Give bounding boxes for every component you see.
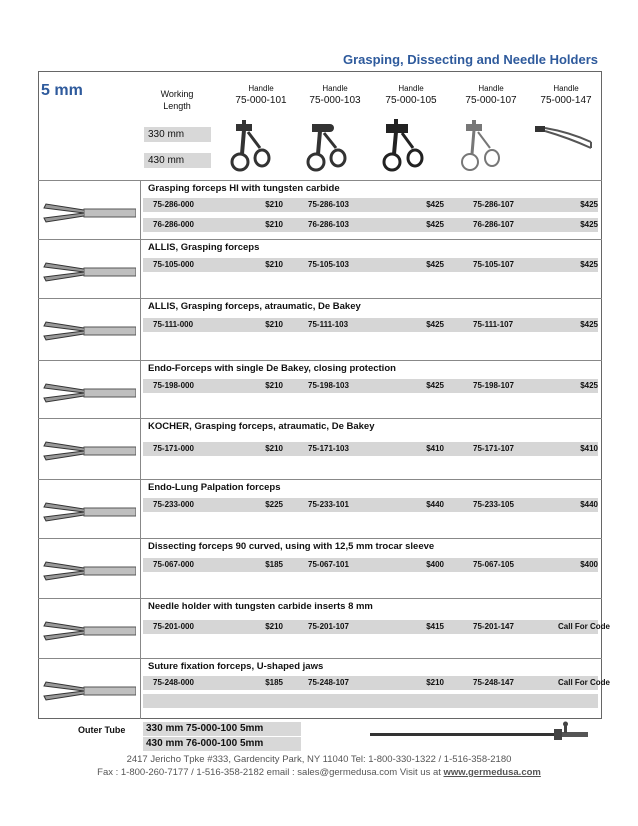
part-number: 75-067-101 bbox=[308, 560, 349, 569]
price: $425 bbox=[580, 381, 598, 390]
price: $425 bbox=[580, 260, 598, 269]
part-number: 75-248-107 bbox=[308, 678, 349, 687]
part-number: 75-198-103 bbox=[308, 381, 349, 390]
handle-label: Handle bbox=[398, 84, 424, 93]
price: $210 bbox=[265, 622, 283, 631]
pistol-handle-ratchet-icon bbox=[304, 118, 352, 173]
price: $425 bbox=[580, 200, 598, 209]
section-divider bbox=[38, 418, 602, 419]
part-number: 76-286-107 bbox=[473, 220, 514, 229]
section-title: Dissecting forceps 90 curved, using with 12,5 mm trocar sleeve bbox=[148, 541, 435, 552]
handle-code: 75-000-105 bbox=[385, 95, 437, 106]
price-row bbox=[143, 218, 598, 232]
part-number: 76-286-000 bbox=[153, 220, 194, 229]
part-number: 75-201-107 bbox=[308, 622, 349, 631]
lung-palpation-forceps-icon bbox=[40, 495, 136, 529]
part-number: 75-171-000 bbox=[153, 444, 194, 453]
handle-label: Handle bbox=[478, 84, 504, 93]
part-number: 75-198-107 bbox=[473, 381, 514, 390]
footer-contact-text: Fax : 1-800-260-7177 / 1-516-358-2182 email : sales@germedusa.com Visit us at bbox=[97, 767, 441, 778]
part-number: 75-198-000 bbox=[153, 381, 194, 390]
length-330: 330 mm bbox=[144, 127, 211, 142]
handle-header-101 bbox=[222, 84, 300, 106]
part-number: 75-111-000 bbox=[153, 320, 194, 329]
outer-tube-430: 430 mm 76-000-100 5mm bbox=[143, 737, 301, 751]
part-number: 76-286-103 bbox=[308, 220, 349, 229]
section-title: Endo-Lung Palpation forceps bbox=[148, 482, 281, 493]
handle-code: 75-000-147 bbox=[540, 95, 592, 106]
part-number: 75-233-105 bbox=[473, 500, 514, 509]
part-number: 75-171-107 bbox=[473, 444, 514, 453]
part-number: 75-201-000 bbox=[153, 622, 194, 631]
handle-code: 75-000-101 bbox=[235, 95, 287, 106]
pistol-handle-monopolar-icon bbox=[380, 118, 428, 173]
handle-code: 75-000-103 bbox=[309, 95, 361, 106]
page-title: Grasping, Dissecting and Needle Holders bbox=[342, 52, 598, 67]
handle-label: Handle bbox=[322, 84, 348, 93]
price: $210 bbox=[265, 200, 283, 209]
section-divider bbox=[38, 479, 602, 480]
price-row bbox=[143, 558, 598, 572]
handle-label: Handle bbox=[248, 84, 274, 93]
price-row bbox=[143, 379, 598, 393]
price: $210 bbox=[265, 320, 283, 329]
price-row bbox=[143, 198, 598, 212]
price: $425 bbox=[580, 320, 598, 329]
price-row bbox=[143, 258, 598, 272]
price: $425 bbox=[426, 260, 444, 269]
price: $400 bbox=[426, 560, 444, 569]
handle-label: Handle bbox=[553, 84, 579, 93]
pistol-handle-light-icon bbox=[458, 118, 506, 173]
price: $440 bbox=[580, 500, 598, 509]
price: $210 bbox=[265, 260, 283, 269]
price-row bbox=[143, 442, 598, 456]
price: Call For Code bbox=[558, 622, 611, 631]
empty-price-row bbox=[143, 694, 598, 708]
price: $185 bbox=[265, 560, 283, 569]
section-divider bbox=[38, 360, 602, 361]
outer-tube-icon bbox=[368, 720, 598, 750]
handle-header-147 bbox=[527, 84, 605, 106]
part-number: 75-201-147 bbox=[473, 622, 514, 631]
section-divider bbox=[38, 239, 602, 240]
section-divider bbox=[38, 298, 602, 299]
price-row bbox=[143, 676, 611, 690]
price: $410 bbox=[580, 444, 598, 453]
price: $425 bbox=[580, 220, 598, 229]
part-number: 75-248-147 bbox=[473, 678, 514, 687]
section-title: ALLIS, Grasping forceps, atraumatic, De Bakey bbox=[148, 301, 361, 312]
header-divider bbox=[38, 180, 602, 181]
footer-address: 2417 Jericho Tpke #333, Gardencity Park, NY 11040 Tel: 1-800-330-1322 / 1-516-358-2180 bbox=[126, 754, 512, 765]
column-divider bbox=[140, 180, 141, 719]
part-number: 75-171-103 bbox=[308, 444, 349, 453]
length-430: 430 mm bbox=[144, 153, 211, 168]
price: $210 bbox=[265, 381, 283, 390]
price-row bbox=[143, 620, 611, 634]
price: $210 bbox=[426, 678, 444, 687]
needle-holder-icon bbox=[40, 614, 136, 648]
size-label: 5 mm bbox=[41, 82, 83, 99]
grasping-forceps-tungsten-icon bbox=[40, 196, 136, 230]
footer-contact bbox=[0, 767, 638, 778]
price: $425 bbox=[426, 381, 444, 390]
part-number: 75-286-103 bbox=[308, 200, 349, 209]
section-title: Needle holder with tungsten carbide inserts 8 mm bbox=[148, 601, 373, 612]
section-divider bbox=[38, 658, 602, 659]
pistol-handle-icon bbox=[228, 118, 276, 173]
allis-atraumatic-forceps-icon bbox=[40, 314, 136, 348]
part-number: 75-067-000 bbox=[153, 560, 194, 569]
price: $415 bbox=[426, 622, 444, 631]
part-number: 75-286-000 bbox=[153, 200, 194, 209]
section-title: Suture fixation forceps, U-shaped jaws bbox=[148, 661, 324, 672]
part-number: 75-233-000 bbox=[153, 500, 194, 509]
outer-tube-330: 330 mm 75-000-100 5mm bbox=[143, 722, 301, 736]
section-divider bbox=[38, 598, 602, 599]
outer-tube-label: Outer Tube bbox=[78, 725, 126, 735]
price-row bbox=[143, 498, 598, 512]
price: $185 bbox=[265, 678, 283, 687]
part-number: 75-248-000 bbox=[153, 678, 194, 687]
handle-header-105 bbox=[372, 84, 450, 106]
section-title: ALLIS, Grasping forceps bbox=[148, 242, 260, 253]
price: Call For Code bbox=[558, 678, 611, 687]
axial-handle-icon bbox=[533, 118, 595, 158]
working-length-label: Working Length bbox=[160, 89, 194, 111]
suture-fixation-forceps-icon bbox=[40, 674, 136, 708]
price: $440 bbox=[426, 500, 444, 509]
price-row bbox=[143, 318, 598, 332]
price: $425 bbox=[426, 220, 444, 229]
price: $410 bbox=[426, 444, 444, 453]
allis-forceps-icon bbox=[40, 255, 136, 289]
part-number: 75-286-107 bbox=[473, 200, 514, 209]
handle-header-103 bbox=[296, 84, 374, 106]
price: $225 bbox=[265, 500, 283, 509]
endo-forceps-icon bbox=[40, 376, 136, 410]
part-number: 75-233-101 bbox=[308, 500, 349, 509]
part-number: 75-105-107 bbox=[473, 260, 514, 269]
part-number: 75-105-000 bbox=[153, 260, 194, 269]
price: $210 bbox=[265, 444, 283, 453]
part-number: 75-111-103 bbox=[308, 320, 349, 329]
handle-code: 75-000-107 bbox=[465, 95, 517, 106]
price: $425 bbox=[426, 200, 444, 209]
price: $210 bbox=[265, 220, 283, 229]
part-number: 75-111-107 bbox=[473, 320, 514, 329]
part-number: 75-105-103 bbox=[308, 260, 349, 269]
section-title: Endo-Forceps with single De Bakey, closing protection bbox=[148, 363, 396, 374]
part-number: 75-067-105 bbox=[473, 560, 514, 569]
website-link[interactable]: www.germedusa.com bbox=[443, 767, 541, 778]
kocher-forceps-icon bbox=[40, 434, 136, 468]
section-title: Grasping forceps HI with tungsten carbide bbox=[148, 183, 340, 194]
section-title: KOCHER, Grasping forceps, atraumatic, De Bakey bbox=[148, 421, 375, 432]
section-divider bbox=[38, 538, 602, 539]
dissecting-forceps-icon bbox=[40, 554, 136, 588]
price: $400 bbox=[580, 560, 598, 569]
handle-header-107 bbox=[452, 84, 530, 106]
price: $425 bbox=[426, 320, 444, 329]
